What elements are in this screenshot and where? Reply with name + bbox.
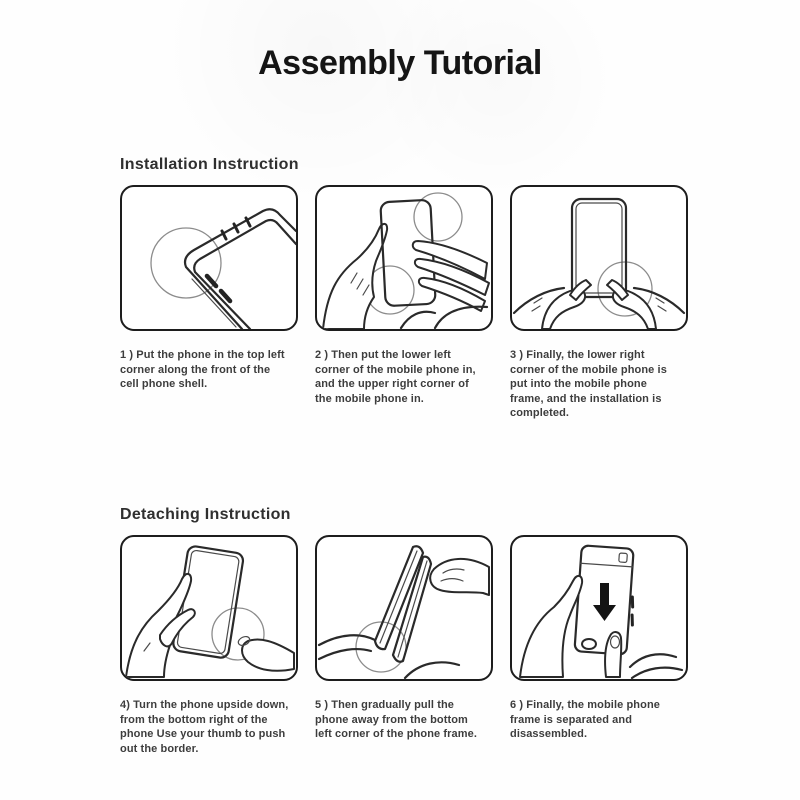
step-1-panel: [120, 185, 298, 331]
step-6-caption: 6 ) Finally, the mobile phone frame is separated and disassembled.: [510, 699, 660, 741]
step-4-panel: [120, 535, 298, 681]
section-detaching: [120, 506, 688, 756]
section-installation: [120, 156, 688, 421]
installation-panels: [120, 185, 688, 331]
corner-insert-illustration: [122, 187, 296, 329]
step-3-panel: [510, 185, 688, 331]
section-heading-installation: Installation Instruction: [120, 156, 299, 173]
detaching-panels: [120, 535, 688, 681]
step-3-caption: 3 ) Finally, the lower right corner of the mobile phone is put into the mobile phone frame, and the installation is completed.: [510, 349, 667, 420]
frame-separated-illustration: [512, 537, 686, 679]
step-2-caption: 2 ) Then put the lower left corner of the mobile phone in, and the upper right corner of the mobile phone in.: [315, 349, 476, 405]
step-1-caption: 1 ) Put the phone in the top left corner along the front of the cell phone shell.: [120, 349, 285, 391]
step-5-caption: 5 ) Then gradually pull the phone away from the bottom left corner of the phone frame.: [315, 699, 478, 741]
bottom-corner-press-illustration: [512, 187, 686, 329]
pull-apart-illustration: [317, 537, 491, 679]
page-title: Assembly Tutorial: [258, 44, 542, 82]
step-4-caption: 4) Turn the phone upside down, from the bottom right of the phone Use your thumb to push out the border.: [120, 699, 289, 755]
thumb-push-border-illustration: [122, 537, 296, 679]
detaching-captions: [120, 698, 688, 756]
section-heading-detaching: Detaching Instruction: [120, 506, 291, 523]
step-2-panel: [315, 185, 493, 331]
two-hands-insert-illustration: [317, 187, 491, 329]
step-5-panel: [315, 535, 493, 681]
installation-captions: [120, 348, 688, 421]
down-arrow-icon: [593, 583, 616, 621]
step-6-panel: [510, 535, 688, 681]
